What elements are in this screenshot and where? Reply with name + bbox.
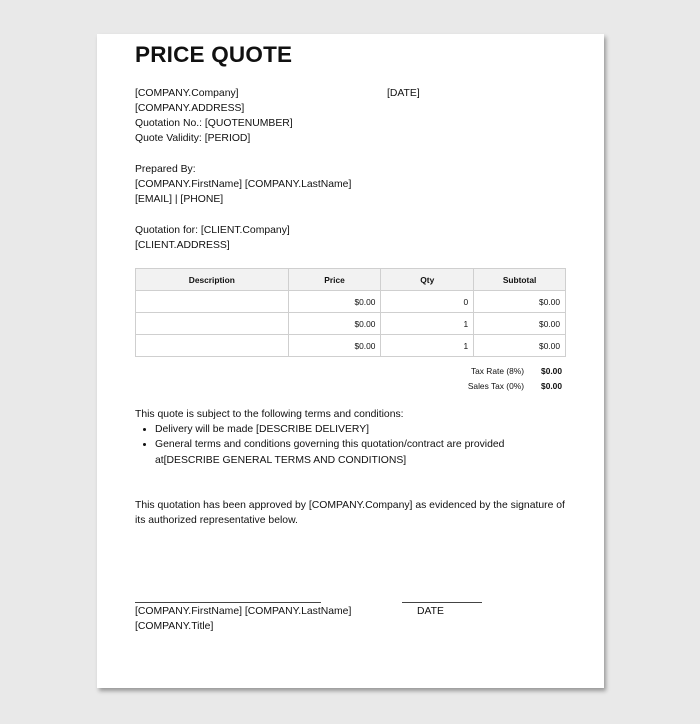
terms-section xyxy=(135,407,565,468)
approval-text-line-2: its authorized representative below. xyxy=(135,515,298,526)
approval-text-line-1: This quotation has been approved by [COMPANY.Company] as evidenced by the signature of xyxy=(135,500,565,511)
signatory-name: [COMPANY.FirstName] [COMPANY.LastName] xyxy=(135,606,352,617)
column-header-subtotal: Subtotal xyxy=(474,269,566,291)
client-address: [CLIENT.ADDRESS] xyxy=(135,240,230,251)
table-row xyxy=(136,335,566,357)
date-signature-line xyxy=(402,602,482,603)
cell-description xyxy=(136,313,289,335)
company-name: [COMPANY.Company] xyxy=(135,88,239,99)
column-header-qty: Qty xyxy=(381,269,474,291)
sales-tax-value: $0.00 xyxy=(541,381,562,391)
signature-date-label: DATE xyxy=(417,606,444,617)
quote-validity: Quote Validity: [PERIOD] xyxy=(135,133,251,144)
date-field: [DATE] xyxy=(387,88,420,99)
tax-rate-label: Tax Rate (8%) xyxy=(470,366,524,376)
terms-item-delivery: • Delivery will be made [DESCRIBE DELIVERY] xyxy=(155,422,565,437)
cell-price: $0.00 xyxy=(288,313,381,335)
cell-subtotal: $0.00 xyxy=(474,291,566,313)
document-title: PRICE QUOTE xyxy=(135,42,293,67)
signature-line xyxy=(135,602,321,603)
sales-tax-label: Sales Tax (0%) xyxy=(467,381,524,391)
terms-list xyxy=(135,422,565,468)
cell-subtotal: $0.00 xyxy=(474,335,566,357)
column-header-description: Description xyxy=(136,269,289,291)
prepared-by-label: Prepared By: xyxy=(135,164,196,175)
column-header-price: Price xyxy=(288,269,381,291)
terms-item-general: • General terms and conditions governing this quotation/contract are provided at[DESCRIBE GENERAL TERMS AND CONDITIONS] xyxy=(155,437,560,467)
cell-qty: 1 xyxy=(381,313,474,335)
cell-price: $0.00 xyxy=(288,291,381,313)
terms-intro: This quote is subject to the following terms and conditions: xyxy=(135,409,404,420)
table-row xyxy=(136,291,566,313)
quotation-for: Quotation for: [CLIENT.Company] xyxy=(135,225,290,236)
items-table xyxy=(135,268,566,357)
quotation-number: Quotation No.: [QUOTENUMBER] xyxy=(135,118,293,129)
cell-description xyxy=(136,291,289,313)
cell-qty: 0 xyxy=(381,291,474,313)
tax-rate-value: $0.00 xyxy=(541,366,562,376)
prepared-by-name: [COMPANY.FirstName] [COMPANY.LastName] xyxy=(135,179,352,190)
signatory-title: [COMPANY.Title] xyxy=(135,621,214,632)
company-address: [COMPANY.ADDRESS] xyxy=(135,103,245,114)
prepared-by-contact: [EMAIL] | [PHONE] xyxy=(135,194,224,205)
cell-qty: 1 xyxy=(381,335,474,357)
table-row xyxy=(136,313,566,335)
cell-description xyxy=(136,335,289,357)
document-page xyxy=(97,34,604,688)
table-header-row xyxy=(136,269,566,291)
cell-subtotal: $0.00 xyxy=(474,313,566,335)
cell-price: $0.00 xyxy=(288,335,381,357)
